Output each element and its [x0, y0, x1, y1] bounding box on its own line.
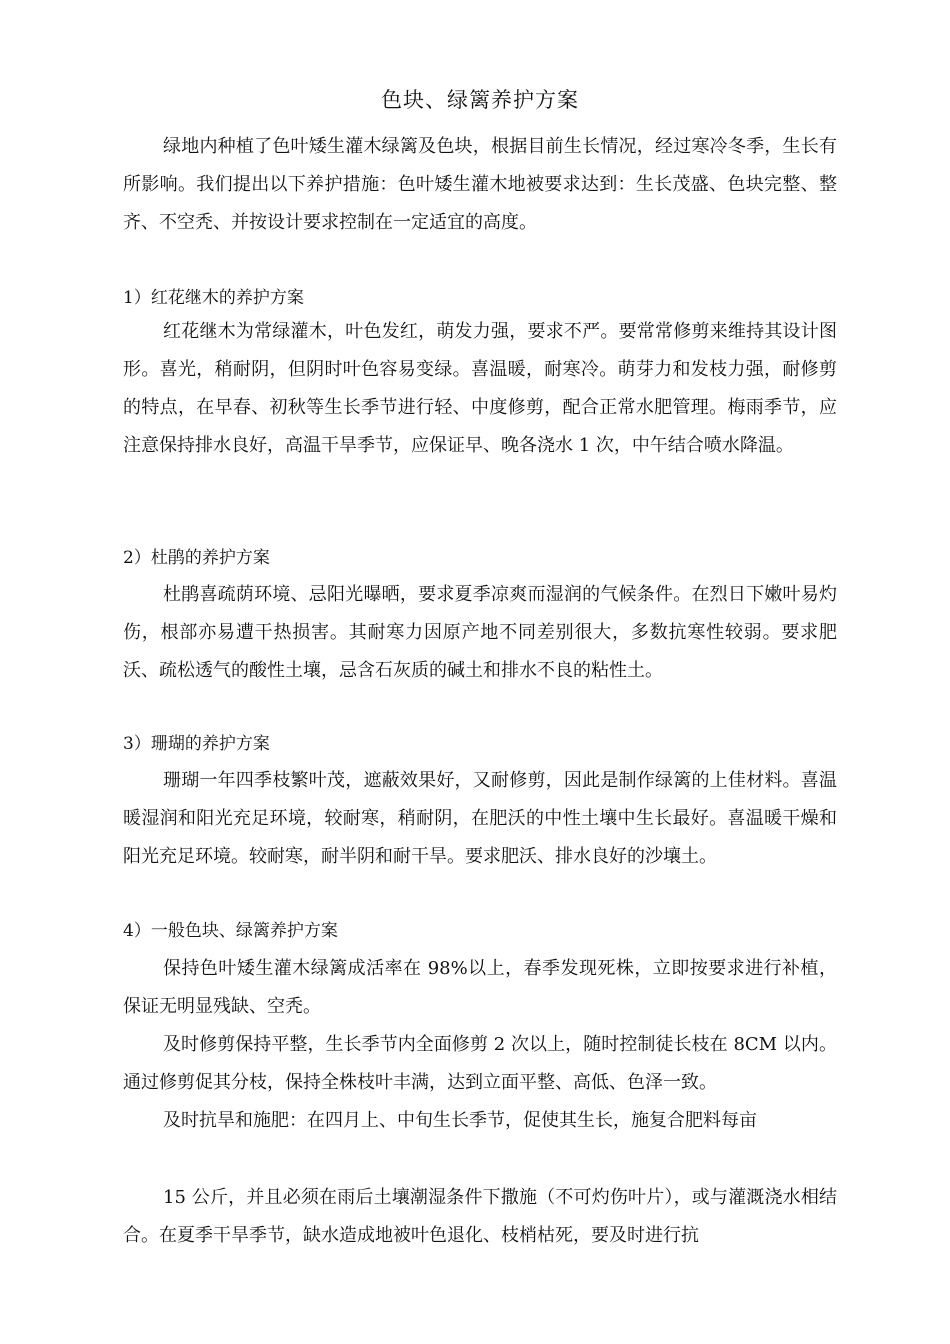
- document-title: 色块、绿篱养护方案: [381, 88, 579, 112]
- section-heading-2: 2）杜鹃的养护方案: [123, 548, 270, 568]
- list-item: 及时修剪保持平整，生长季节内全面修剪 2 次以上，随时控制徒长枝在 8CM 以内。通过修剪促其分枝，保持全株枝叶丰满，达到立面平整、高低、色泽一致。: [123, 1034, 837, 1093]
- section-heading-3: 3）珊瑚的养护方案: [123, 734, 270, 754]
- list-item: 保持色叶矮生灌木绿篱成活率在 98%以上，春季发现死株，立即按要求进行补植，保证无明显残缺、空秃。: [123, 958, 837, 1017]
- section-body-1: 红花继木为常绿灌木，叶色发红，萌发力强，要求不严。要常常修剪来维持其设计图形。喜光，稍耐阴，但阴时叶色容易变绿。喜温暖，耐寒冷。萌芽力和发枝力强，耐修剪的特点，在早春、初秋等生长季节进行轻、中度修剪，配合正常水肥管理。梅雨季节，应注意保持排水良好，高温干旱季节，应保证早、晚各浇水 1 次，中午结合喷水降温。: [123, 321, 837, 456]
- section-body-2: 杜鹃喜疏荫环境、忌阳光曝晒，要求夏季凉爽而湿润的气候条件。在烈日下嫩叶易灼伤，根部亦易遭干热损害。其耐寒力因原产地不同差别很大，多数抗寒性较弱。要求肥沃、疏松透气的酸性土壤，忌含石灰质的碱土和排水不良的粘性土。: [123, 584, 837, 681]
- intro-paragraph: 绿地内种植了色叶矮生灌木绿篱及色块，根据目前生长情况，经过寒冷冬季，生长有所影响。我们提出以下养护措施：色叶矮生灌木地被要求达到：生长茂盛、色块完整、整齐、不空秃、并按设计要求控制在一定适宜的高度。: [123, 136, 837, 233]
- section-heading-1: 1）红花继木的养护方案: [123, 288, 304, 308]
- section-body-3: 珊瑚一年四季枝繁叶茂，遮蔽效果好，又耐修剪，因此是制作绿篱的上佳材料。喜温暖湿润和阳光充足环境，较耐寒，稍耐阴，在肥沃的中性土壤中生长最好。喜温暖干燥和阳光充足环境。较耐寒，耐半阴和耐干旱。要求肥沃、排水良好的沙壤土。: [123, 770, 837, 867]
- list-item: 及时抗旱和施肥：在四月上、中旬生长季节，促使其生长，施复合肥料每亩: [163, 1110, 757, 1131]
- continuation-paragraph: 15 公斤，并且必须在雨后土壤潮湿条件下撒施（不可灼伤叶片），或与灌溉浇水相结合。在夏季干旱季节，缺水造成地被叶色退化、枝梢枯死，要及时进行抗: [123, 1187, 837, 1246]
- section-heading-4: 4）一般色块、绿篱养护方案: [123, 921, 338, 941]
